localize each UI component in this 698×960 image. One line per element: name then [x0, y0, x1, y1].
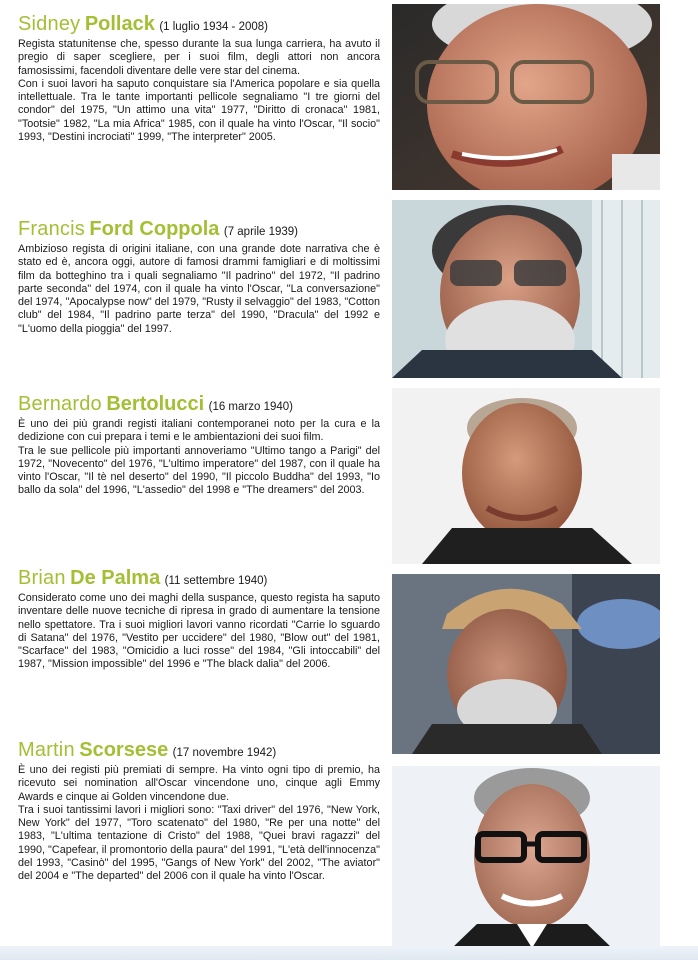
bio-paragraph: È uno dei più grandi registi italiani contemporanei noto per la cura e la dedizione con cui prepara i temi e le ambientazioni dei suoi film.	[18, 418, 380, 444]
director-entry-depalma	[18, 568, 380, 672]
portrait-photo-bertolucci	[392, 388, 660, 564]
bio-paragraph: Considerato come uno dei maghi della suspance, questo regista ha saputo inventare delle nuove tecniche di ripresa in grado di aumentare la tensione nello spettatore. Tra i suoi migliori lavori vanno ricordati "Carrie lo sguardo di Satana" del 1976, "Vestito per uccidere" del 1980, "Blow out" del 1981, "Scarface" del 1983, "Omicidio a luci rosse" del 1984, "Gli intoccabili" del 1987, "Mission impossible" del 1996 e "The black dalia" del 2006.	[18, 592, 380, 671]
director-last-name: De Palma	[70, 567, 161, 589]
entry-heading	[18, 568, 380, 588]
page-bottom-strip	[0, 946, 698, 960]
director-entry-pollack	[18, 14, 380, 144]
bio-paragraph: È uno dei registi più premiati di sempre. Ha vinto ogni tipo di premio, ha ricevuto sei nomination all'Oscar vincendone uno, cinque agli Emmy Awards e cinque ai Golden vincendone due.	[18, 764, 380, 803]
director-first-name: Sidney	[18, 13, 81, 35]
portrait-photo-scorsese	[392, 766, 660, 948]
portrait-photo-depalma	[392, 574, 660, 754]
bio-paragraph: Con i suoi lavori ha saputo conquistare sia l'America popolare e sia quella intellettuale. Tra le tante importanti pellicole segnaliamo "I tre giorni del condor" del 1975, "Un attimo una vita" 1977, "Diritto di cronaca" 1981, "Tootsie" 1982, "La mia Africa" 1985, con il quale ha vinto l'Oscar, "Il socio" 1993, "Destini incrociati" 1999, "The interpreter" 2005.	[18, 77, 380, 144]
bio-paragraph: Tra le sue pellicole più importanti annoveriamo "Ultimo tango a Parigi" del 1972, "Novecento" del 1976, "L'ultimo imperatore" del 1987, con il quale ha vinto l'Oscar, "Il tè nel deserto" del 1990, "Il piccolo Buddha" del 1993, "Io ballo da sola" del 1996, "L'assedio" del 1998 e "The dreamers" del 2003.	[18, 444, 380, 497]
director-entry-scorsese	[18, 740, 380, 884]
director-first-name: Martin	[18, 739, 75, 761]
director-last-name: Ford Coppola	[89, 218, 220, 240]
director-entry-coppola	[18, 219, 380, 336]
director-dates: (17 novembre 1942)	[172, 747, 277, 759]
director-entry-bertolucci	[18, 394, 380, 498]
director-first-name: Bernardo	[18, 393, 102, 415]
entry-heading	[18, 394, 380, 414]
bio-paragraph: Tra i suoi tantissimi lavori i migliori sono: "Taxi driver" del 1976, "New York, New York" del 1977, "Toro scatenato" del 1980, "Re per una notte" del 1983, "L'ultima tentazione di Cristo" del 1988, "Quei bravi ragazzi" del 1990, "Capefear, il promontorio della paura" del 1991, "L'età dell'innocenza" del 1993, "Casinò" del 1995, "Gangs of New York" del 2002, "The aviator" del 2004 e "The departed" del 2006 con il quale ha vinto l'Oscar.	[18, 803, 380, 883]
director-last-name: Scorsese	[79, 739, 169, 761]
bio-paragraph: Regista statunitense che, spesso durante la sua lunga carriera, ha avuto il pregio di saper scegliere, per i suoi film, degli attori non ancora famosissimi, facendoli diventare delle vere star del cinema.	[18, 38, 380, 77]
bio-paragraph: Ambizioso regista di origini italiane, con una grande dote narrativa che è stato ed è, ancora oggi, autore di famosi drammi famigliari e di moltissimi film da botteghino tra i quali segnaliamo "Il padrino" del 1972, "Il padrino parte seconda" del 1974, con il quale ha vinto l'Oscar, "La conversazione" del 1974, "Apocalypse now" del 1979, "Rusty il selvaggio" del 1983, "Cotton club" del 1984, "Il padrino parte terza" del 1990, "Dracula" del 1992 e "L'uomo della pioggia" del 1997.	[18, 243, 380, 335]
director-first-name: Brian	[18, 567, 66, 589]
portrait-photo-pollack	[392, 4, 660, 190]
director-dates: (1 luglio 1934 - 2008)	[159, 21, 268, 33]
director-last-name: Pollack	[84, 13, 155, 35]
director-first-name: Francis	[18, 218, 85, 240]
entry-heading	[18, 14, 380, 34]
entry-heading	[18, 219, 380, 239]
portrait-photo-coppola	[392, 200, 660, 378]
director-last-name: Bertolucci	[106, 393, 205, 415]
director-dates: (11 settembre 1940)	[164, 575, 268, 587]
entry-heading	[18, 740, 380, 760]
director-dates: (16 marzo 1940)	[208, 401, 293, 413]
director-dates: (7 aprile 1939)	[223, 226, 299, 238]
